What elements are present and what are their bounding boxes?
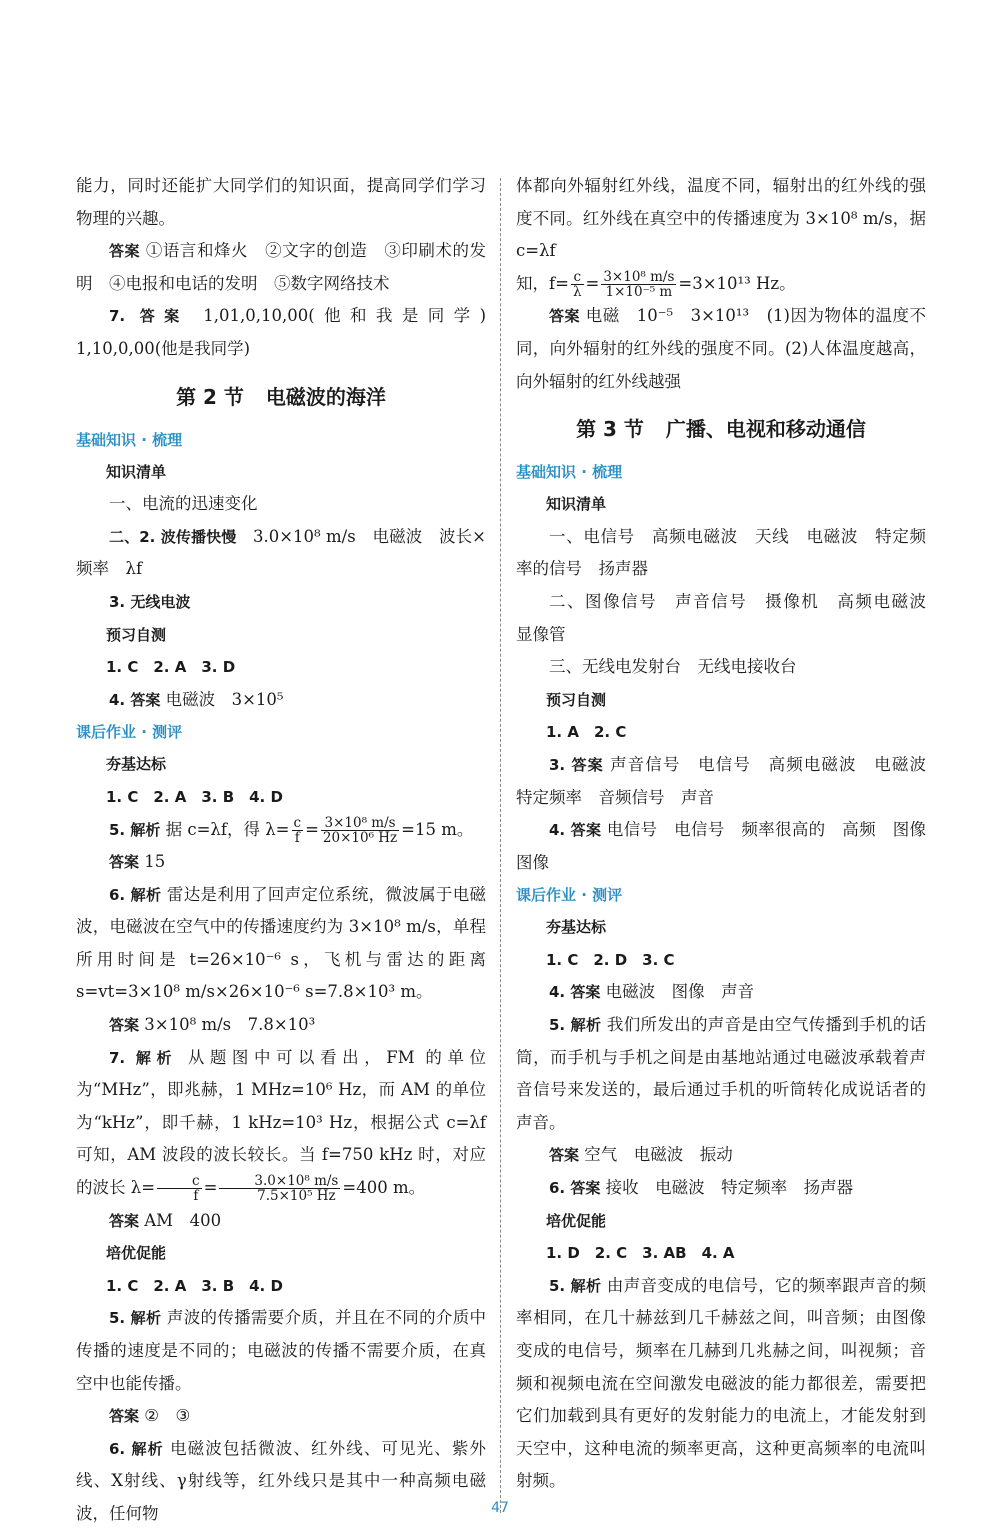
b5-answer: 答案 空气 电磁波 振动 xyxy=(549,1145,733,1165)
b6-answer: 答案 3×10⁸ m/s 7.8×10³ xyxy=(109,1015,316,1035)
basic-standard-label: 夯基达标 xyxy=(106,755,167,774)
heading-after-class: 课后作业 · 测评 xyxy=(516,886,623,905)
column-divider xyxy=(500,178,501,1513)
knowledge-item: 三、无线电发射台 无线电接收台 xyxy=(549,657,797,677)
right-column xyxy=(516,170,943,1498)
excellence-answers: 1. D 2. C 3. AB 4. A xyxy=(546,1244,735,1263)
b6-answer: 6. 答案 接收 电磁波 特定频率 扬声器 xyxy=(549,1178,854,1198)
fraction: $\frac{\text{3×10⁸ m/s}}{\text{1×10⁻⁵ m}}$ xyxy=(603,268,675,300)
basic-answers: 1. C 2. D 3. C xyxy=(546,950,675,969)
knowledge-list-label: 知识清单 xyxy=(546,495,607,514)
knowledge-list-label: 知识清单 xyxy=(106,462,167,481)
b6-analysis: 6. 解析 雷达是利用了回声定位系统，微波属于电磁波，电磁波在空气中的传播速度约为 3×10⁸ m/s，单程所用时间是 t=26×10⁻⁶ s，飞机与雷达的距离 s=vt=3×10⁸ m/s×26×10⁻⁶ s=7.8×10³ m。 xyxy=(76,884,487,1002)
heading-after-class: 课后作业 · 测评 xyxy=(76,723,183,742)
b5-answer: 答案 15 xyxy=(109,852,166,872)
basic-answers: 1. C 2. A 3. B 4. D xyxy=(106,787,283,806)
continuation-answer: 答案 电磁 10⁻⁵ 3×10¹³ (1)因为物体的温度不同，向外辐射的红外线的强度不同。(2)人体温度越高，向外辐射的红外线越强 xyxy=(516,306,926,391)
fraction: $\frac{\text{3×10⁸ m/s}}{\text{20×10⁶ Hz}}$ xyxy=(322,814,398,846)
excellence-label: 培优促能 xyxy=(106,1244,167,1263)
continuation-paragraph: 体都向外辐射红外线，温度不同，辐射出的红外线的强度不同。红外线在真空中的传播速度为 3×10⁸ m/s，据 c=λf xyxy=(516,176,926,261)
e6-analysis: 6. 解析 电磁波包括微波、红外线、可见光、紫外线、X射线、γ射线等，红外线只是其中一种高频电磁波，任何物 xyxy=(76,1438,486,1523)
knowledge-item: 二、图像信号 声音信号 摄像机 高频电磁波 显像管 xyxy=(516,591,943,644)
intro-paragraph: 能力，同时还能扩大同学们的知识面，提高同学们学习物理的兴趣。 xyxy=(76,176,486,228)
fraction: $\frac{c}{\lambda}$ xyxy=(572,268,582,300)
heading-basic-knowledge: 基础知识 · 梳理 xyxy=(516,463,623,482)
page-number: 47 xyxy=(491,1500,509,1516)
continuation-formula: 知，f= $\frac{c}{\lambda}$ = $\frac{\text{3×10⁸ m/s}}{\text{1×10⁻⁵ m}}$ =3×10¹³ Hz。 xyxy=(516,268,796,300)
fraction: $\frac{\text{3.0×10⁸ m/s}}{\text{7.5×10⁵ Hz}}$ xyxy=(219,1174,340,1203)
q6-answer: 答案 ①语言和烽火 ②文字的创造 ③印刷术的发明 ④电报和电话的发明 ⑤数字网络技术 xyxy=(76,241,486,293)
excellence-label: 培优促能 xyxy=(546,1211,607,1230)
knowledge-item: 一、电信号 高频电磁波 天线 电磁波 特定频率的信号 扬声器 xyxy=(516,526,926,579)
section-3-title: 第 3 节 广播、电视和移动通信 xyxy=(576,417,866,442)
e5-answer: 答案 ② ③ xyxy=(109,1406,191,1426)
heading-basic-knowledge: 基础知识 · 梳理 xyxy=(76,430,183,449)
q7-answer: 7. 答案 1,01,0,10,00(他和我是同学) 1,10,0,00(他是我同学) xyxy=(76,306,503,358)
b5-analysis: 5. 解析 我们所发出的声音是由空气传播到手机的话筒，而手机与手机之间是由基地站通过电磁波承载着声音信号来发送的，最后通过手机的听筒转化成说话者的声音。 xyxy=(516,1015,927,1132)
knowledge-item: 一、电流的迅速变化 xyxy=(109,494,258,514)
fraction: $\frac{c}{f}$ xyxy=(293,814,302,846)
preview-q4: 4. 答案 电信号 电信号 频率很高的 高频 图像 图像 xyxy=(516,820,943,872)
b4-answer: 4. 答案 电磁波 图像 声音 xyxy=(549,982,755,1002)
e5-analysis: 5. 解析 由声音变成的电信号，它的频率跟声音的频率相同，在几十赫兹到几千赫兹之间，叫音频；由图像变成的电信号，频率在几赫到几兆赫之间，叫视频；音频和视频电流在空间激发电磁波的能力都很差，需要把它们加载到具有更好的发射能力的电流上，才能发射到天空中，这种电流的频率更高，这种更高频率的电流叫射频。 xyxy=(516,1275,927,1491)
fraction: $\frac{c}{f}$ xyxy=(157,1174,202,1203)
b7-analysis: 7. 解析 从题图中可以看出，FM 的单位为“MHz”，即兆赫，1 MHz=10⁶ Hz，而 AM 的单位为“kHz”，即千赫，1 kHz=10³ Hz，根据公式 c=λf 可知，AM 波段的波长较长。当 f=750 kHz 时，对应的波长 λ= $\frac{c}{f}$ = $\frac{\text{3.0×10⁸ m/s}}{\text{7.5×10⁵ Hz}}$ =400 m。 xyxy=(76,1047,486,1205)
knowledge-item: 3. 无线电波 xyxy=(109,592,191,611)
excellence-answers: 1. C 2. A 3. B 4. D xyxy=(106,1276,283,1295)
b5-analysis: 5. 解析 据 c=λf，得 λ= $\frac{c}{f}$ = $\frac{\text{3×10⁸ m/s}}{\text{20×10⁶ Hz}}$ =15 m。 xyxy=(109,814,474,846)
preview-q4: 4. 答案 电磁波 3×10⁵ xyxy=(109,689,284,709)
e5-analysis: 5. 解析 声波的传播需要介质，并且在不同的介质中传播的速度是不同的；电磁波的传播不需要介质，在真空中也能传播。 xyxy=(76,1308,487,1393)
preview-test-label: 预习自测 xyxy=(106,625,167,644)
preview-test-label: 预习自测 xyxy=(546,690,607,709)
b7-answer: 答案 AM 400 xyxy=(109,1210,222,1230)
knowledge-item: 二、2. 波传播快慢 3.0×10⁸ m/s 电磁波 波长×频率 λf xyxy=(76,526,487,579)
preview-q3: 3. 答案 声音信号 电信号 高频电磁波 电磁波 特定频率 音频信号 声音 xyxy=(516,754,943,807)
preview-answers: 1. A 2. C xyxy=(546,723,627,742)
basic-standard-label: 夯基达标 xyxy=(546,918,607,937)
section-2-title: 第 2 节 电磁波的海洋 xyxy=(176,384,386,409)
preview-answers: 1. C 2. A 3. D xyxy=(106,658,236,677)
